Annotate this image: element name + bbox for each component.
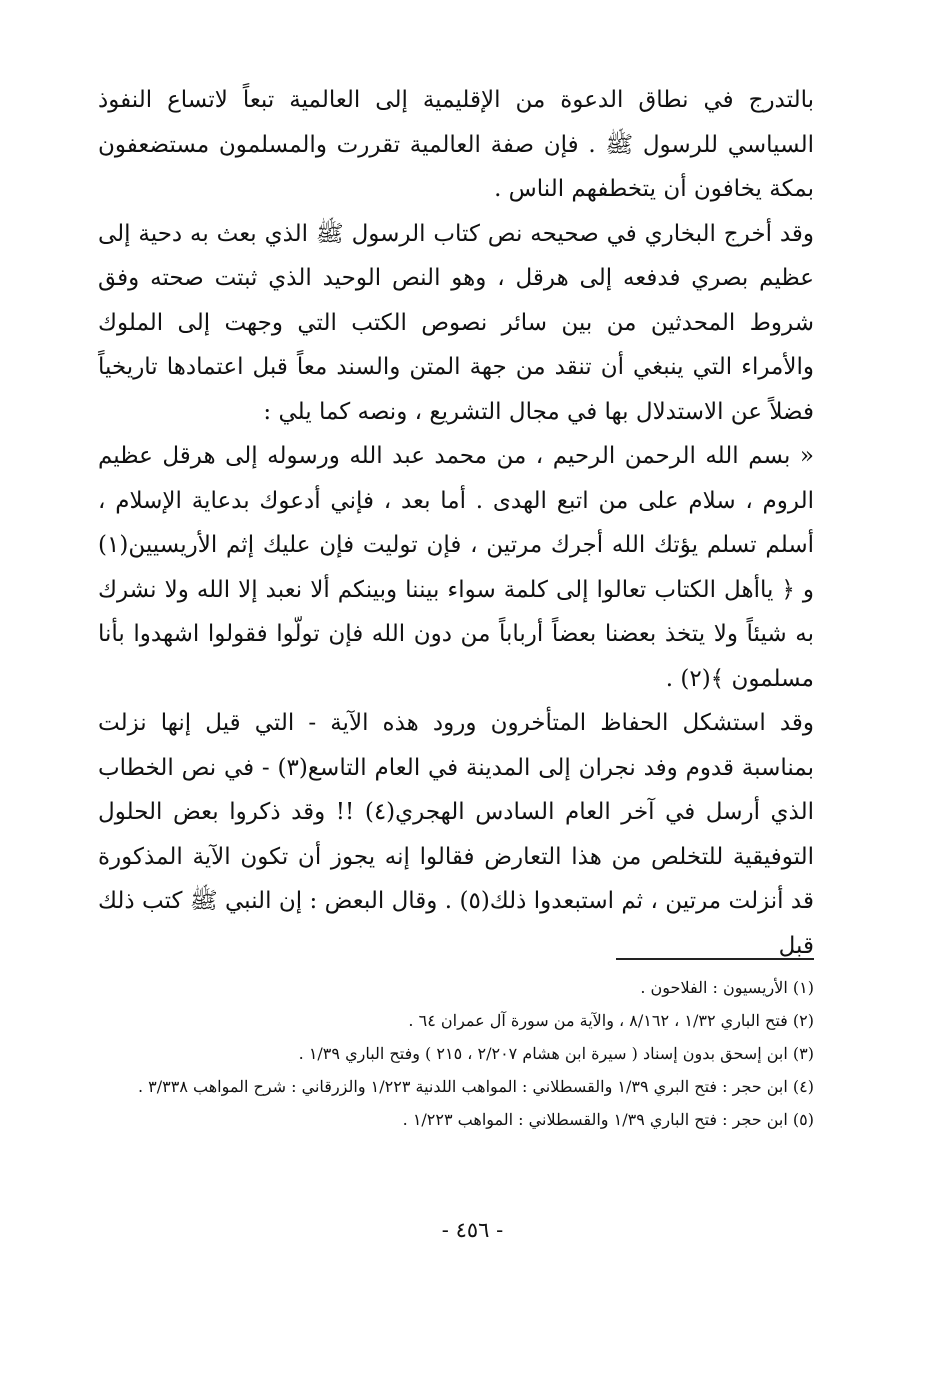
footnote-1: (١) الأريسيون : الفلاحون . [640,978,814,997]
footnotes [98,971,814,1136]
paragraph-4: وقد استشكل الحفاظ المتأخرون ورود هذه الآية - التي قيل إنها نزلت بمناسبة قدوم وفد نجران إلى المدينة في العام التاسع(٣) - في نص الخطاب الذي أرسل في آخر العام السادس الهجري(٤) !! وقد ذكروا بعض الحلول التوفيقية للتخلص من هذا التعارض فقالوا إنه يجوز أن تكون الآية المذكورة قد أنزلت مرتين ، ثم استبعدوا ذلك(٥) . وقال البعض : إن النبي ﷺ كتب ذلك قبل [98,710,814,959]
paragraph-1: بالتدرج في نطاق الدعوة من الإقليمية إلى العالمية تبعاً لاتساع النفوذ السياسي للرسول ﷺ . فإن صفة العالمية تقررت والمسلمون مستضعفون بمكة يخافون أن يتخطفهم الناس . [98,87,814,202]
footnote-3: (٣) ابن إسحق بدون إسناد ( سيرة ابن هشام ٢/٢٠٧ ، ٢١٥ ) وفتح الباري ١/٣٩ . [298,1044,814,1063]
main-text [98,78,814,968]
paragraph-3-letter-quote: « بسم الله الرحمن الرحيم ، من محمد عبد الله ورسوله إلى هرقل عظيم الروم ، سلام على من اتبع الهدى . أما بعد ، فإني أدعوك بدعاية الإسلام ، أسلم تسلم يؤتك الله أجرك مرتين ، فإن توليت فإن عليك إثم الأريسيين(١) و ﴿ ياأهل الكتاب تعالوا إلى كلمة سواء بيننا وبينكم ألا نعبد إلا الله ولا نشرك به شيئاً ولا يتخذ بعضنا بعضاً أرباباً من دون الله فإن تولّوا فقولوا اشهدوا بأنا مسلمون ﴾(٢) . [98,443,814,692]
paragraph-2: وقد أخرج البخاري في صحيحه نص كتاب الرسول ﷺ الذي بعث به دحية إلى عظيم بصري فدفعه إلى هرقل ، وهو النص الوحيد الذي ثبتت صحته وفق شروط المحدثين من بين سائر نصوص الكتب التي وجهت إلى الملوك والأمراء التي ينبغي أن تنقد من جهة المتن والسند معاً قبل اعتمادها تاريخياً فضلاً عن الاستدلال بها في مجال التشريع ، ونصه كما يلي : [98,220,814,425]
page-number: - ٤٥٦ - [441,1218,504,1242]
footnote-2: (٢) فتح الباري ١/٣٢ ، ٨/١٦٢ ، والآية من سورة آل عمران ٦٤ . [408,1011,814,1030]
footnote-divider [616,958,814,960]
footnote-5: (٥) ابن حجر : فتح الباري ١/٣٩ والقسطلاني : المواهب ١/٢٢٣ . [402,1110,814,1129]
footnote-4: (٤) ابن حجر : فتح البري ١/٣٩ والقسطلاني : المواهب اللدنية ١/٢٢٣ والزرقاني : شرح المواهب ٣/٣٣٨ . [137,1077,814,1096]
